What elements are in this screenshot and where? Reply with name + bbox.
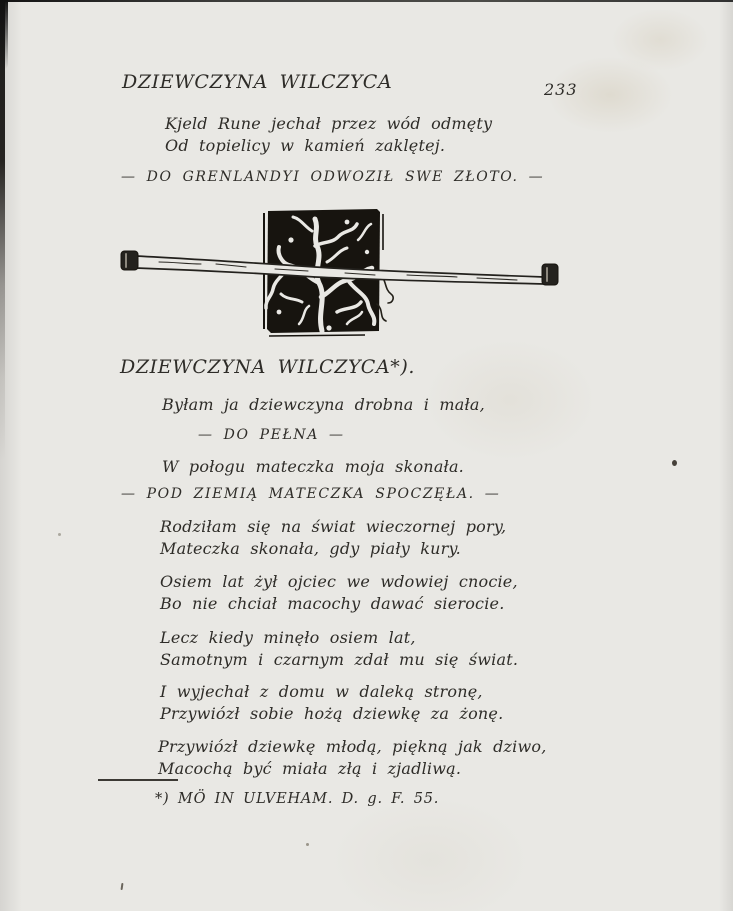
couplet — [160, 627, 518, 671]
verse-line: Macochą być miała złą i zjadliwą. — [158, 759, 462, 778]
footnote-text: *) MÖ IN ULVEHAM. D. g. F. 55. — [155, 791, 440, 807]
footnote-rule — [98, 779, 178, 781]
verse-line: Osiem lat żył ojciec we wdowiej cnocie, — [160, 572, 518, 591]
verse-line: Mateczka skonała, gdy piały kury. — [160, 539, 461, 558]
poem-title: DZIEWCZYNA WILCZYCA*). — [120, 356, 416, 378]
verse-line: Przywiózł dziewkę młodą, piękną jak dziwo, — [158, 737, 547, 756]
verse-line: Rodziłam się na świat wieczornej pory, — [160, 517, 507, 536]
epigraph-line: Kjeld Rune jechał przez wód odmęty — [165, 114, 493, 133]
verse-line: Bo nie chciał macochy dawać sierocie. — [160, 594, 505, 613]
ink-speck — [121, 883, 124, 890]
lichen-branch-woodcut-ornament — [115, 200, 567, 340]
twig-right-knob — [542, 264, 558, 285]
scan-edge-top — [0, 0, 733, 2]
twig-left-knob — [121, 251, 138, 270]
couplet — [160, 516, 506, 560]
running-header-title: DZIEWCZYNA WILCZYCA — [122, 71, 393, 93]
ink-speck — [58, 533, 61, 536]
verse-line: Samotnym i czarnym zdał mu się świat. — [160, 650, 519, 669]
verse-line: Lecz kiedy minęło osiem lat, — [160, 628, 416, 647]
couplet — [158, 736, 547, 780]
verse-line: I wyjechał z domu w daleką stronę, — [160, 682, 483, 701]
verse-line: W połogu mateczka moja skonała. — [162, 457, 464, 476]
epigraph-refrain: — DO GRENLANDYI ODWOZIŁ SWE ZŁOTO. — — [121, 169, 545, 185]
poem-refrain: — DO PEŁNA — — [198, 427, 345, 443]
verse-line: Przywiózł sobie hożą dziewkę za żonę. — [160, 704, 504, 723]
poem-refrain: — POD ZIEMIĄ MATECZKA SPOCZĘŁA. — — [121, 486, 501, 502]
ink-speck — [306, 843, 309, 846]
ink-speck — [672, 460, 677, 466]
verse-line: Byłam ja dziewczyna drobna i mała, — [162, 395, 485, 414]
page-number: 233 — [544, 80, 578, 99]
couplet — [160, 571, 518, 615]
couplet — [160, 681, 503, 725]
epigraph-line: Od topielicy w kamień zaklętej. — [165, 136, 446, 155]
scan-edge-left-shadow — [0, 0, 8, 70]
